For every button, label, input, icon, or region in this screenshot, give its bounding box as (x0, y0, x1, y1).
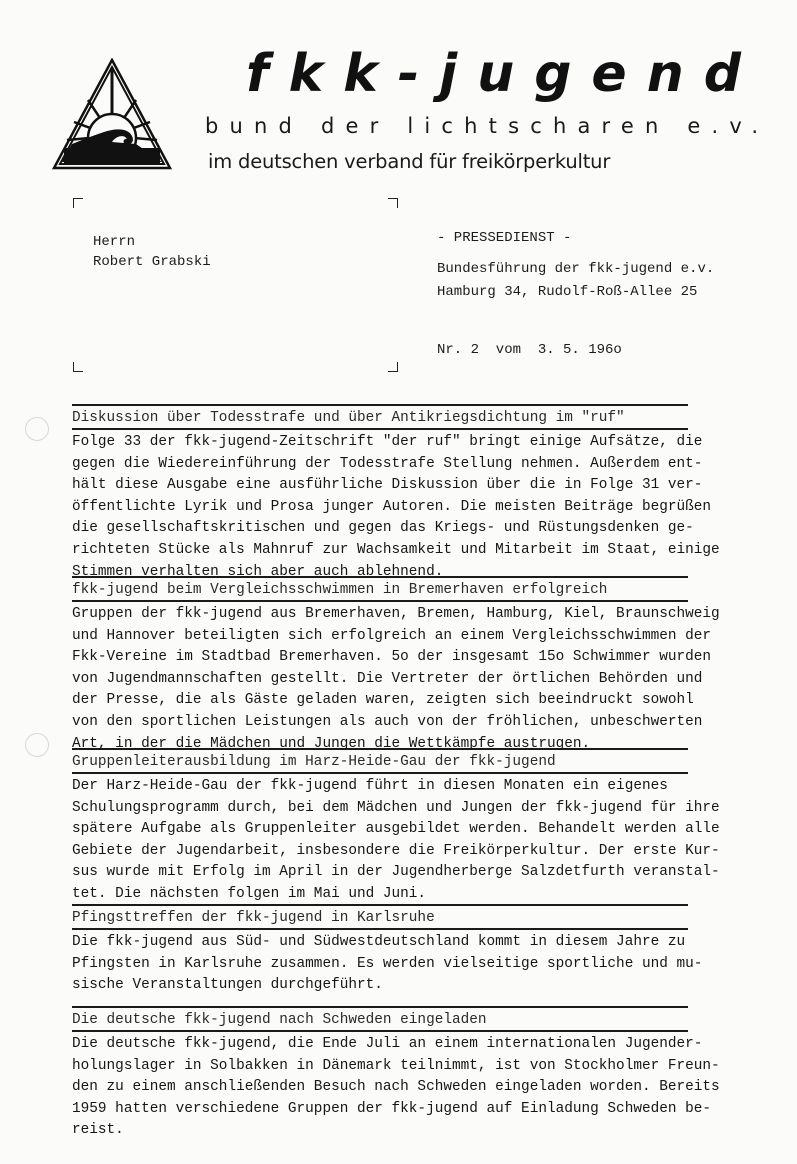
press-label: - PRESSEDIENST - (437, 230, 572, 246)
article-headline: Pfingsttreffen der fkk-jugend in Karlsruhe (72, 906, 688, 930)
article-headline: Gruppenleiterausbildung im Harz-Heide-Gau der fkk-jugend (72, 750, 688, 774)
article-line: Der Harz-Heide-Gau der fkk-jugend führt in diesen Monaten ein eigenes (72, 778, 668, 794)
article-line: der Presse, die als Gäste geladen waren, zeigten sich beeindruckt sowohl (72, 692, 694, 709)
article-line: die gesellschaftskritischen und gegen das Kriegs- und Rüstungsdenken ge- (72, 520, 694, 537)
article-line: von den sportlichen Leistungen als auch von der fröhlichen, unbeschwerten (72, 713, 703, 730)
article-body (72, 930, 703, 997)
press-sender: Bundesführung der fkk-jugend e.v. (437, 261, 715, 277)
article (72, 748, 720, 904)
triangle-sun-wave-logo-icon (52, 58, 172, 170)
article-line: sus wurde mit Erfolg im April in der Jugendherberge Salzdetfurth veranstal- (72, 864, 720, 881)
article-body (72, 1032, 720, 1142)
article-line: gegen die Wiedereinführung der Todesstrafe Stellung nehmen. Außerdem ent- (72, 455, 703, 472)
hole-punch-mark (25, 417, 49, 441)
address-window-corner-bottom-right (388, 362, 398, 372)
article-headline: Diskussion über Todesstrafe und über Antikriegsdichtung im "ruf" (72, 406, 688, 430)
brand-subtitle: bund der lichtscharen e.v. (205, 114, 770, 138)
article-line: holungslager in Solbakken in Dänemark teilnimmt, ist von Stockholmer Freun- (72, 1057, 720, 1074)
address-window-corner-top-right (388, 198, 398, 208)
article-line: Pfingsten in Karlsruhe zusammen. Es werden vielseitige sportliche und mu- (72, 955, 703, 972)
recipient-address (93, 232, 211, 272)
article (72, 1006, 720, 1142)
article-body (72, 430, 720, 583)
article-line: und Hannover beteiligten sich erfolgreich an einem Vergleichsschwimmen der (72, 627, 712, 644)
article-line: Folge 33 der fkk-jugend-Zeitschrift "der ruf" bringt einige Aufsätze, die (72, 434, 703, 450)
article-line: öffentlichte Lyrik und Prosa junger Autoren. Die meisten Beiträge begrüßen (72, 498, 712, 515)
article-line: Die fkk-jugend aus Süd- und Südwestdeutschland kommt in diesem Jahre zu (72, 934, 686, 950)
article-headline: fkk-jugend beim Vergleichsschwimmen in Bremerhaven erfolgreich (72, 578, 688, 602)
article-line: Stimmen verhalten sich aber auch ablehnend. (72, 563, 444, 580)
article-line: reist. (72, 1122, 124, 1139)
article (72, 904, 703, 1006)
article-headline: Die deutsche fkk-jugend nach Schweden eingeladen (72, 1008, 688, 1032)
brand-affiliation: im deutschen verband für freikörperkultur (208, 150, 611, 173)
article-line: spätere Aufgabe als Gruppenleiter ausgebildet werden. Behandelt werden alle (72, 821, 720, 838)
article-line: hält diese Ausgabe eine ausführliche Diskussion über die in Folge 31 ver- (72, 477, 703, 494)
article-line: Art, in der die Mädchen und Jungen die Wettkämpfe austrugen. (72, 735, 591, 752)
press-address: Hamburg 34, Rudolf-Roß-Allee 25 (437, 284, 698, 300)
address-window-corner-top-left (73, 198, 83, 208)
address-window-corner-bottom-left (73, 362, 83, 372)
article-line: sische Veranstaltungen durchgeführt. (72, 977, 383, 994)
press-issue: Nr. 2 vom 3. 5. 196o (437, 342, 622, 358)
article-line: Gruppen der fkk-jugend aus Bremerhaven, Bremen, Hamburg, Kiel, Braunschweig (72, 606, 720, 622)
recipient-salutation: Herrn (93, 234, 136, 250)
article (72, 404, 720, 580)
article-body (72, 774, 720, 906)
article (72, 576, 720, 752)
article-line: Gebiete der Jugendarbeit, insbesondere die Freikörperkultur. Der erste Kur- (72, 842, 720, 859)
press-articles (72, 404, 720, 1142)
recipient-name: Robert Grabski (93, 254, 211, 270)
article-line: den zu einem anschließenden Besuch nach Schweden eingeladen worden. Bereits (72, 1079, 720, 1096)
article-line: Schulungsprogramm durch, bei dem Mädchen und Jungen der fkk-jugend für ihre (72, 799, 720, 816)
article-line: von Jugendmannschaften gestellt. Die Vertreter der örtlichen Behörden und (72, 670, 703, 687)
article-line: Die deutsche fkk-jugend, die Ende Juli an einem internationalen Jugender- (72, 1036, 703, 1052)
brand-title: fkk-jugend (246, 44, 761, 104)
article-line: tet. Die nächsten folgen im Mai und Juni. (72, 885, 427, 902)
article-line: 1959 hatten verschiedene Gruppen der fkk-jugend auf Einladung Schweden be- (72, 1100, 712, 1117)
article-body (72, 602, 720, 755)
article-line: Fkk-Vereine im Stadtbad Bremerhaven. 5o der insgesamt 15o Schwimmer wurden (72, 649, 712, 666)
hole-punch-mark (25, 733, 49, 757)
article-line: richteten Stücke als Mahnruf zur Wachsamkeit und Mitarbeit im Staat, einige (72, 541, 720, 558)
